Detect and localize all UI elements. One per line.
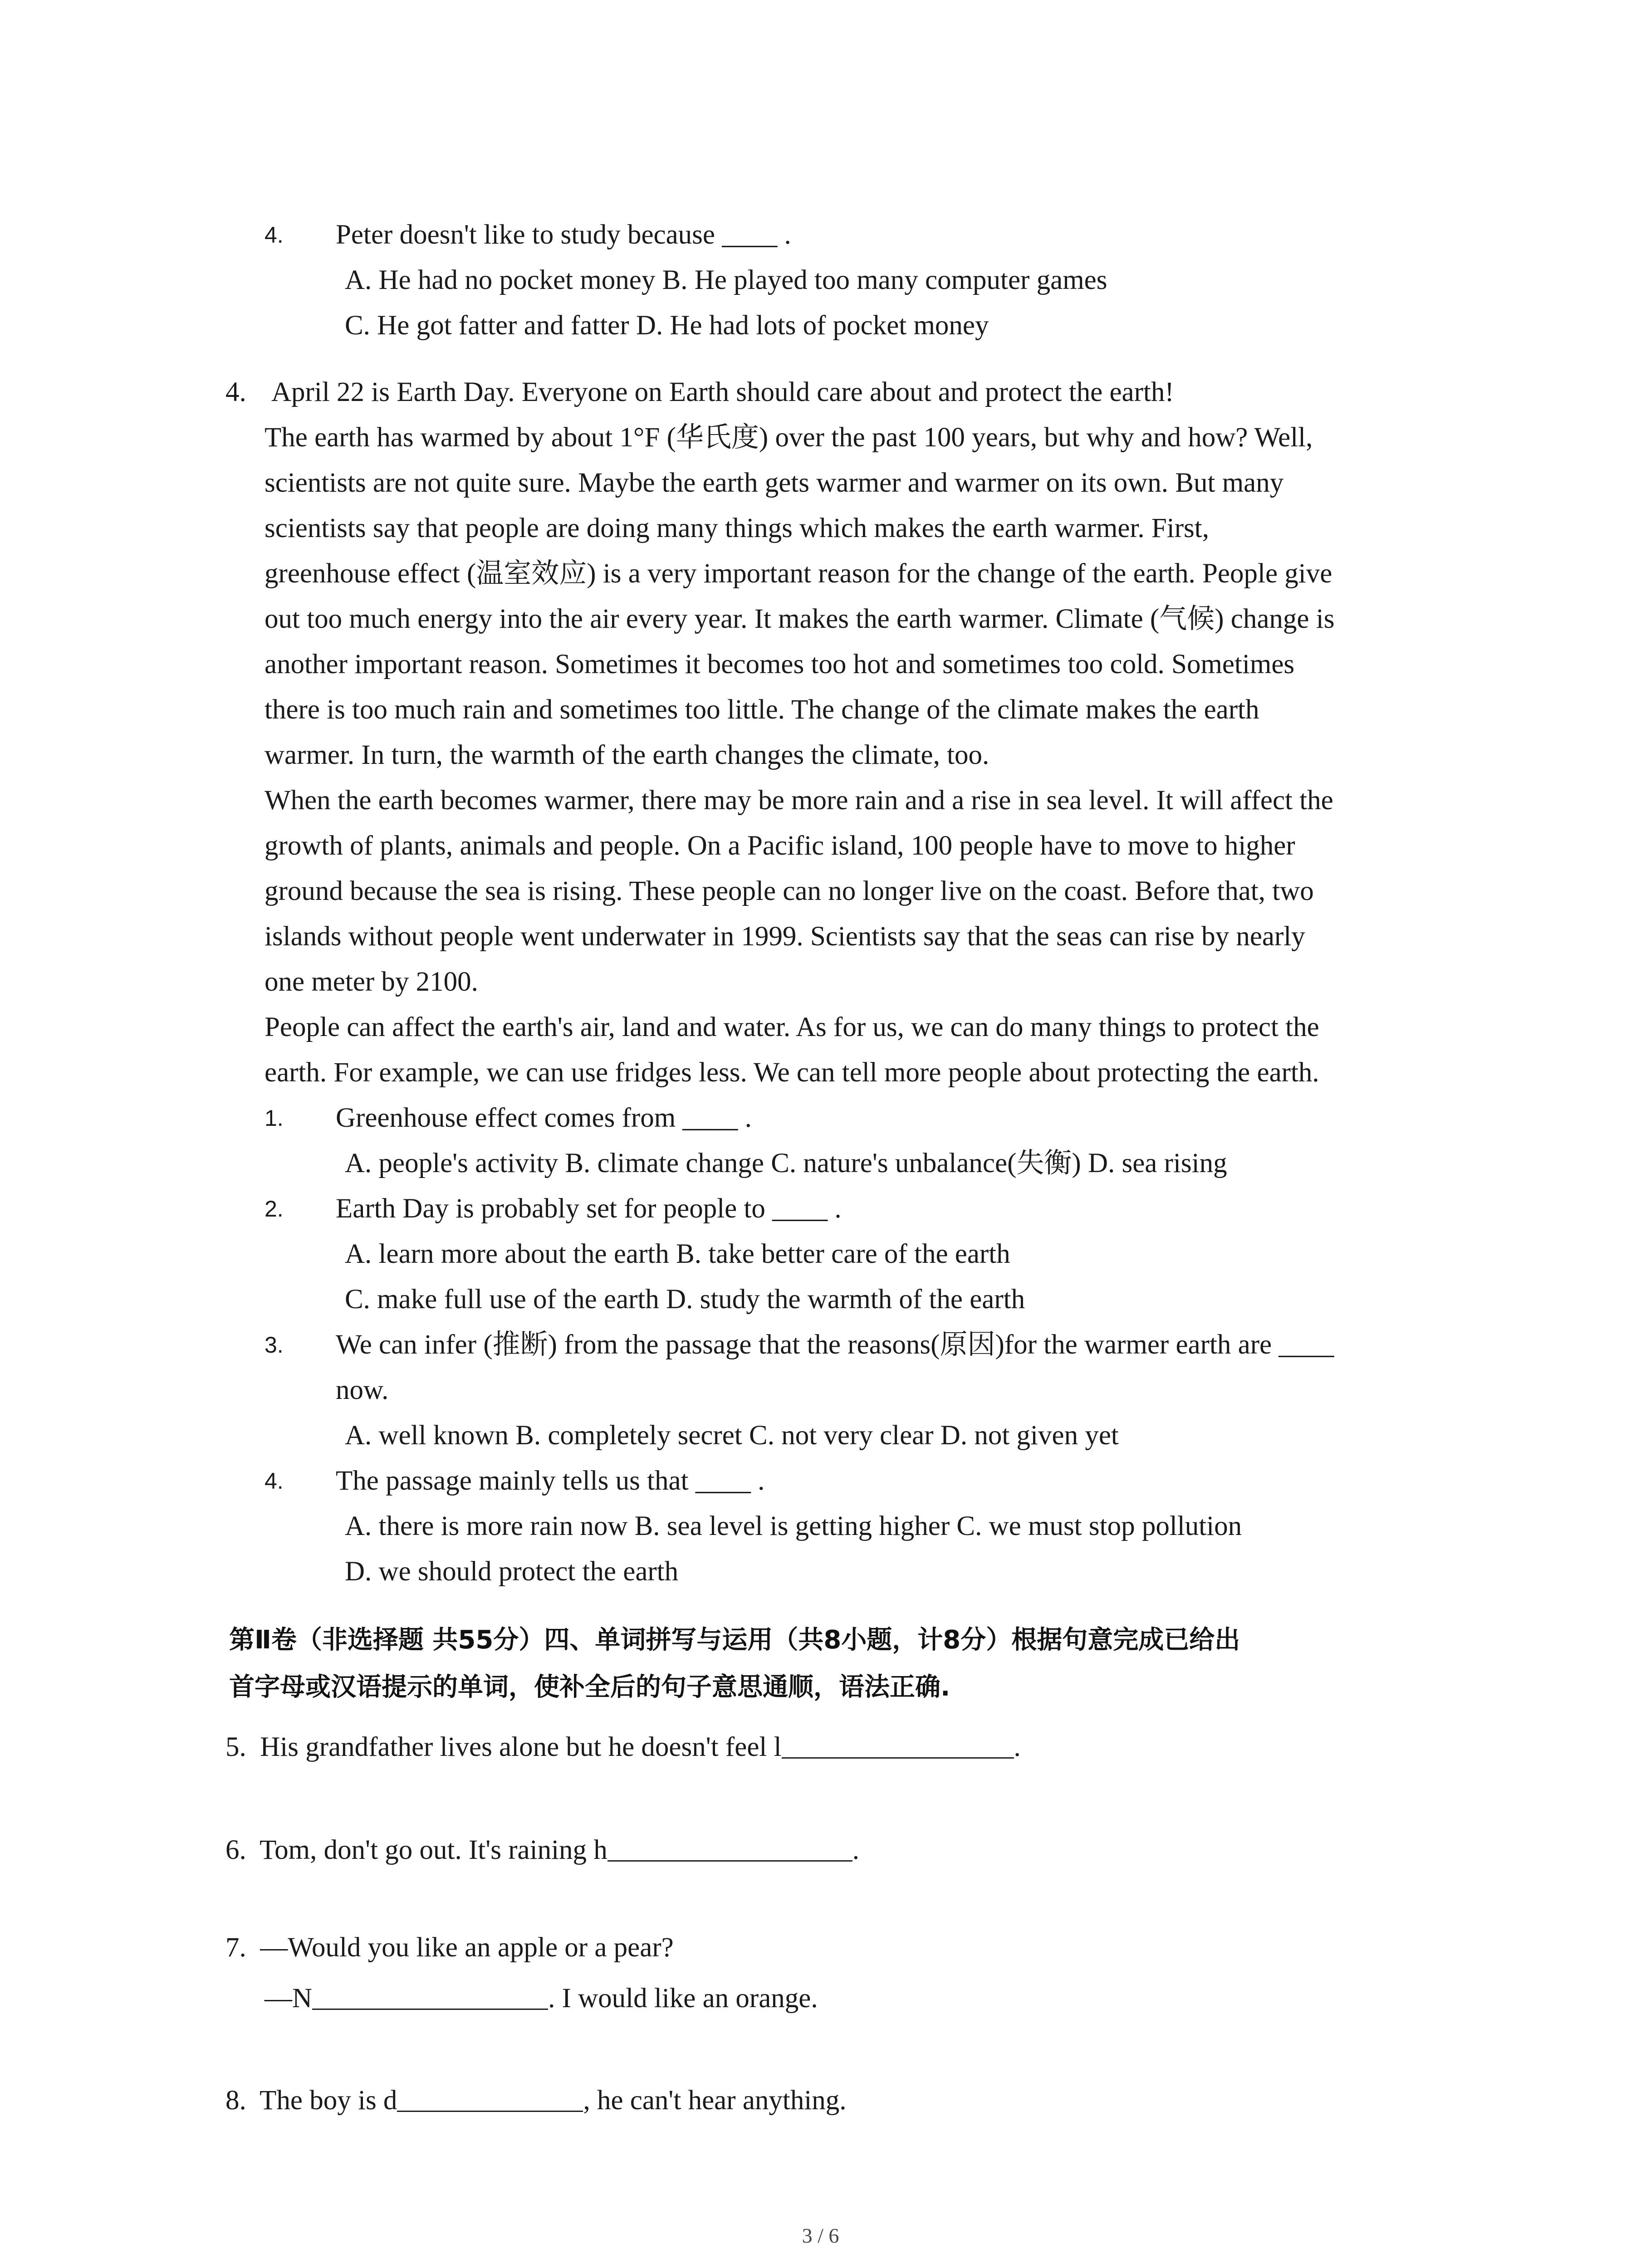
passage-line: scientists say that people are doing many things which makes the earth warmer. First, (265, 513, 1209, 543)
passage-line: ground because the sea is rising. These people can no longer live on the coast. Before that, two (265, 876, 1314, 906)
question-number: 8. (225, 2085, 246, 2116)
answer-blank[interactable] (782, 1730, 1014, 1759)
passage-line: People can affect the earth's air, land and water. As for us, we can do many things to protect the (265, 1012, 1319, 1042)
passage-line: there is too much rain and sometimes too little. The change of the climate makes the earth (265, 694, 1259, 725)
fill-before: The boy is d (260, 2085, 397, 2116)
question-options: A. He had no pocket money B. He played too many computer games (345, 265, 1107, 295)
question-stem: Earth Day is probably set for people to ____ . (336, 1193, 842, 1224)
fill-question-7 (225, 1930, 674, 1966)
passage-line: growth of plants, animals and people. On a Pacific island, 100 people have to move to higher (265, 831, 1295, 861)
page-number: 3 / 6 (802, 2224, 839, 2247)
question-options: C. He got fatter and fatter D. He had lots of pocket money (345, 310, 989, 341)
passage-line: islands without people went underwater in 1999. Scientists say that the seas can rise by nearly (265, 921, 1305, 952)
fill-question-5 (225, 1729, 1021, 1765)
question-number: 2. (265, 1196, 284, 1222)
answer-blank[interactable] (397, 2083, 583, 2112)
question-options: C. make full use of the earth D. study the warmth of the earth (345, 1284, 1025, 1315)
passage-line: April 22 is Earth Day. Everyone on Earth should care about and protect the earth! (271, 377, 1174, 407)
fill-before: Tom, don't go out. It's raining h (260, 1835, 607, 1865)
passage-line: greenhouse effect (温室效应) is a very important reason for the change of the earth. People give (265, 558, 1332, 589)
question-options: A. there is more rain now B. sea level is getting higher C. we must stop pollution (345, 1511, 1242, 1541)
question-stem: The passage mainly tells us that ____ . (336, 1466, 765, 1496)
question-number: 7. (225, 1932, 246, 1963)
question-stem: We can infer (推断) from the passage that the reasons(原因)for the warmer earth are ____ (336, 1330, 1334, 1360)
section-title: 首字母或汉语提示的单词，使补全后的句子意思通顺，语法正确. (229, 1672, 950, 1702)
fill-before: —Would you like an apple or a pear? (260, 1932, 674, 1963)
question-number: 3. (265, 1332, 284, 1358)
passage-line: warmer. In turn, the warmth of the earth changes the climate, too. (265, 740, 989, 770)
question-number: 5. (225, 1732, 246, 1762)
passage-line: earth. For example, we can use fridges less. We can tell more people about protecting the earth. (265, 1057, 1319, 1088)
fill-before: His grandfather lives alone but he doesn't feel l (260, 1732, 782, 1762)
question-options: A. people's activity B. climate change C. nature's unbalance(失衡) D. sea rising (345, 1148, 1227, 1178)
fill-after: . (1014, 1732, 1021, 1762)
passage-line: one meter by 2100. (265, 967, 478, 997)
section-title: 第Ⅱ卷（非选择题 共55分）四、单词拼写与运用（共8小题，计8分）根据句意完成已给出 (229, 1625, 1240, 1655)
fill-question-6 (225, 1832, 859, 1868)
question-options: A. learn more about the earth B. take better care of the earth (345, 1239, 1010, 1269)
passage-line: another important reason. Sometimes it becomes too hot and sometimes too cold. Sometimes (265, 649, 1295, 679)
question-number: 4. (265, 1468, 284, 1494)
question-number: 1. (265, 1105, 284, 1131)
fill-before: —N (265, 1983, 313, 2014)
passage-line: scientists are not quite sure. Maybe the earth gets warmer and warmer on its own. But many (265, 468, 1284, 498)
answer-blank[interactable] (312, 1981, 548, 2010)
fill-after: . I would like an orange. (548, 1983, 818, 2014)
question-stem-continued: now. (336, 1375, 389, 1405)
passage-line: The earth has warmed by about 1°F (华氏度) over the past 100 years, but why and how? Well, (265, 422, 1313, 453)
fill-after: . (852, 1835, 860, 1865)
fill-question-8 (225, 2082, 847, 2119)
fill-after: , he can't hear anything. (583, 2085, 847, 2116)
question-stem: Peter doesn't like to study because ____ . (336, 220, 791, 250)
fill-question-7-answer (265, 1980, 818, 2017)
question-options: A. well known B. completely secret C. not very clear D. not given yet (345, 1420, 1119, 1451)
question-stem: Greenhouse effect comes from ____ . (336, 1103, 752, 1133)
passage-number: 4. (225, 377, 246, 407)
passage-line: out too much energy into the air every year. It makes the earth warmer. Climate (气候) change is (265, 604, 1335, 634)
question-options: D. we should protect the earth (345, 1556, 679, 1587)
answer-blank[interactable] (607, 1833, 852, 1862)
question-number: 4. (265, 222, 284, 248)
question-number: 6. (225, 1835, 246, 1865)
passage-line: When the earth becomes warmer, there may be more rain and a rise in sea level. It will affect the (265, 785, 1333, 816)
